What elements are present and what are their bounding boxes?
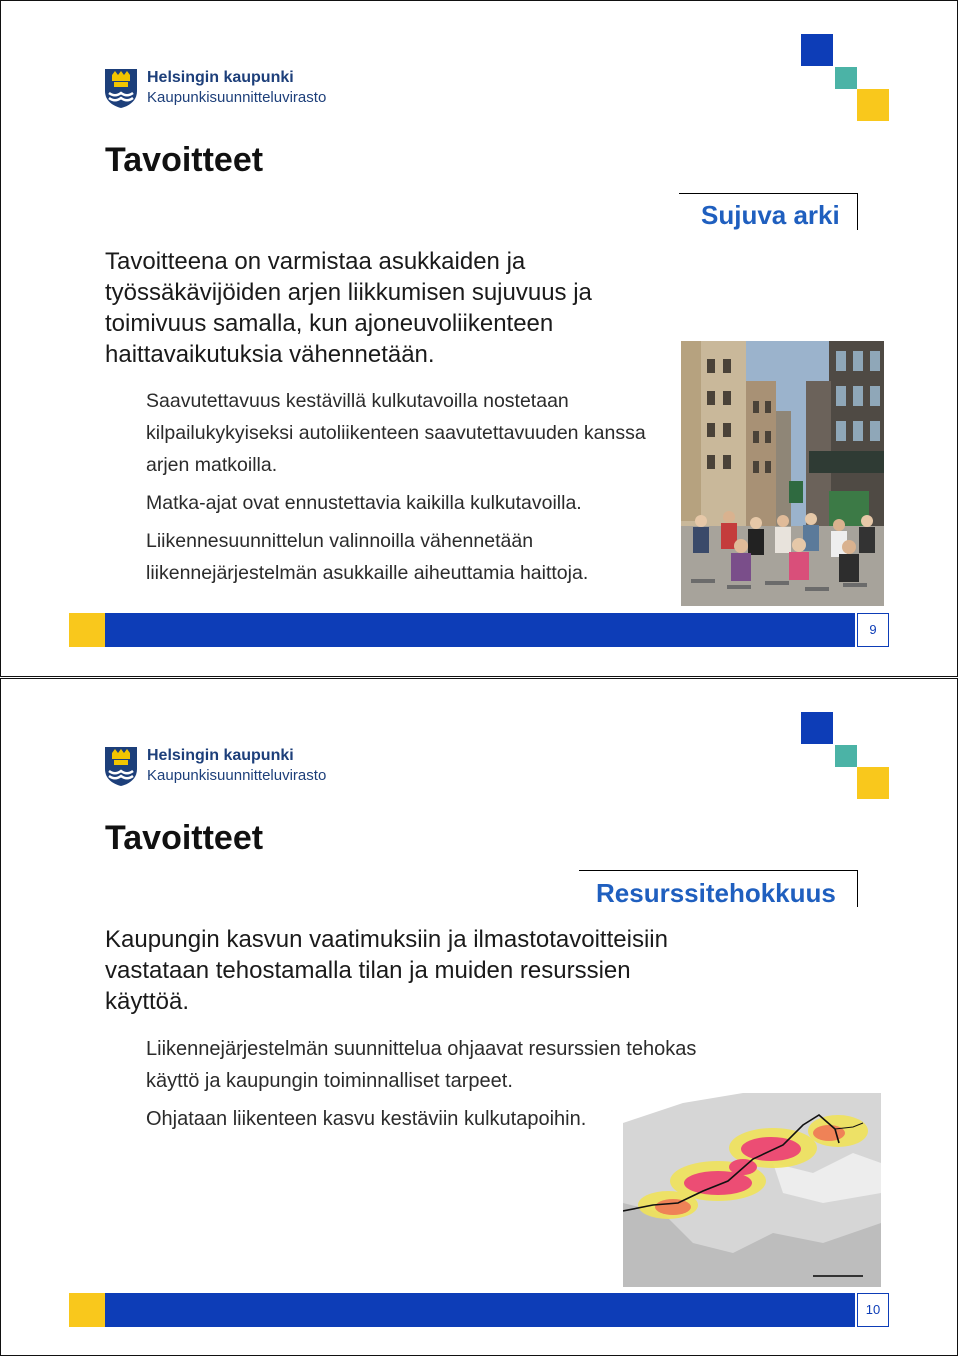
- lead-paragraph: Tavoitteena on varmistaa asukkaiden ja työssäkävijöiden arjen liikkumisen sujuvuus ja toimivuus samalla, kun ajoneuvoliikenteen haittavaikutuksia vähennetään.: [105, 248, 592, 368]
- footer-bar: [105, 1293, 855, 1327]
- logo-city-name: Helsingin kaupunki: [147, 69, 294, 86]
- yellow-square: [857, 89, 889, 121]
- lead-paragraph: Kaupungin kasvun vaatimuksiin ja ilmastotavoitteisiin vastataan tehostamalla tilan ja muiden resurssien käyttöä.: [105, 926, 668, 1015]
- footer-yellow-block: [69, 1293, 105, 1327]
- theme-tag: Sujuva arki: [701, 200, 840, 230]
- logo-city-name: Helsingin kaupunki: [147, 747, 294, 764]
- helsinki-crest-icon: [103, 745, 139, 787]
- slide-title: Tavoitteet: [105, 141, 264, 179]
- logo-department-name: Kaupunkisuunnitteluvirasto: [147, 767, 327, 784]
- bullet-item: Liikennejärjestelmän suunnittelua ohjaavat resurssien tehokas käyttö ja kaupungin toiminnalliset tarpeet.: [146, 1038, 697, 1092]
- city-logo: [103, 745, 333, 789]
- slide-9: [0, 0, 958, 677]
- slide-10: [0, 678, 958, 1356]
- page-number: 9: [857, 613, 889, 647]
- teal-square: [835, 67, 857, 89]
- helsinki-crest-icon: [103, 67, 139, 109]
- bullet-list: [146, 1033, 706, 1141]
- footer-yellow-block: [69, 613, 105, 647]
- blue-square: [801, 712, 833, 744]
- bullet-item: Liikennesuunnittelun valinnoilla vähennetään liikennejärjestelmän asukkaille aiheuttamia haittoja.: [146, 530, 589, 584]
- theme-tag: Resurssitehokkuus: [596, 878, 836, 908]
- slide-title: Tavoitteet: [105, 819, 264, 857]
- bullet-item: Matka-ajat ovat ennustettavia kaikilla kulkutavoilla.: [146, 492, 582, 514]
- yellow-square: [857, 767, 889, 799]
- density-heat-map: [623, 1093, 881, 1287]
- bullet-item: Saavutettavuus kestävillä kulkutavoilla nostetaan kilpailukykyiseksi autoliikenteen saavutettavuuden kanssa arjen matkoilla.: [146, 390, 646, 476]
- footer-bar: [105, 613, 855, 647]
- logo-department-name: Kaupunkisuunnitteluvirasto: [147, 89, 327, 106]
- city-logo: [103, 67, 333, 111]
- bullet-item: Ohjataan liikenteen kasvu kestäviin kulkutapoihin.: [146, 1108, 587, 1130]
- teal-square: [835, 745, 857, 767]
- street-cafe-photo: [681, 341, 884, 606]
- blue-square: [801, 34, 833, 66]
- page-number: 10: [857, 1293, 889, 1327]
- bullet-list: [146, 385, 671, 595]
